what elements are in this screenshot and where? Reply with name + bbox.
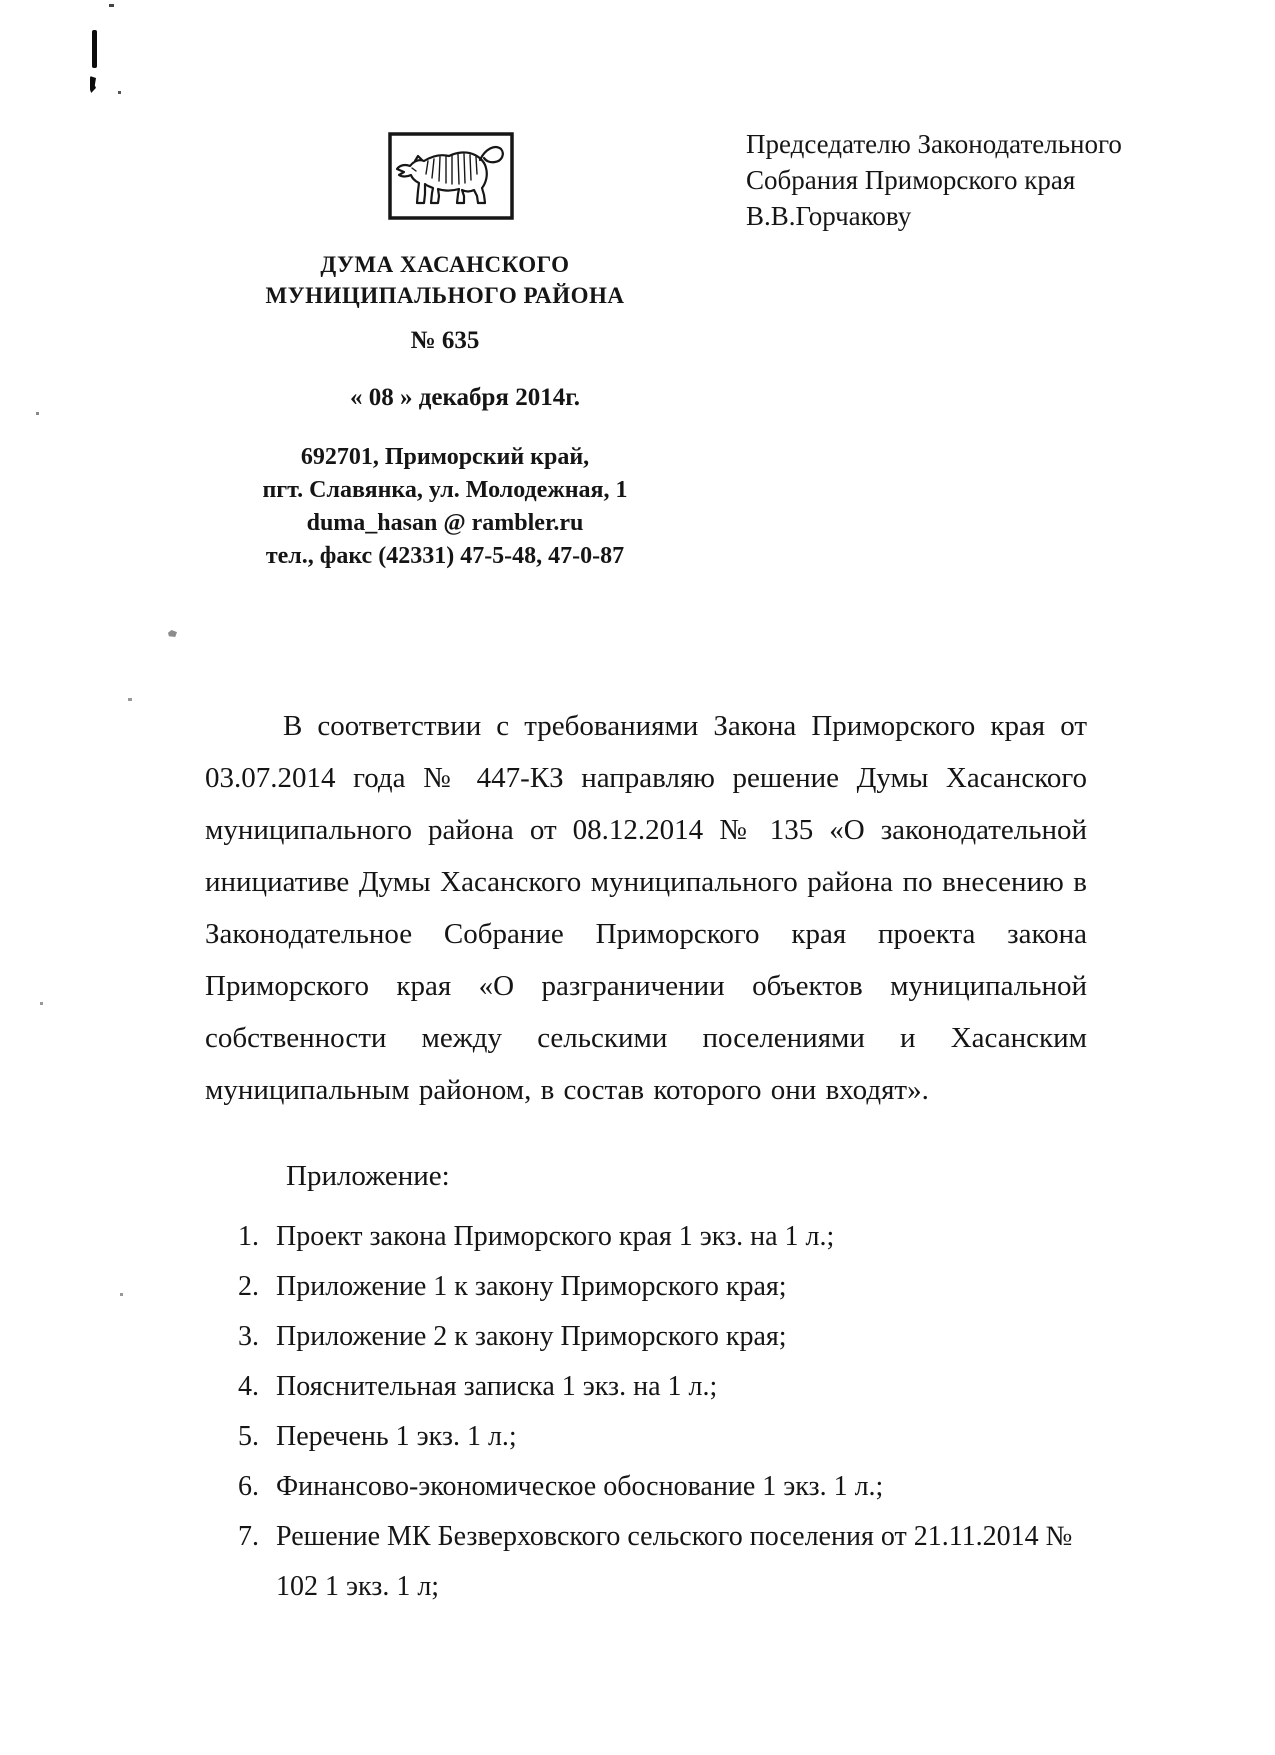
scan-artifact bbox=[90, 76, 96, 93]
attachment-item bbox=[238, 1262, 1128, 1312]
attachments-list bbox=[238, 1212, 1128, 1612]
scan-artifact bbox=[128, 698, 132, 701]
document-date: « 08 » декабря 2014г. bbox=[350, 384, 580, 411]
org-phone-fax: тел., факс (42331) 47-5-48, 47-0-87 bbox=[265, 543, 625, 569]
scan-artifact bbox=[92, 30, 97, 68]
attachment-number: 4. bbox=[238, 1371, 259, 1402]
attachment-text: Проект закона Приморского края 1 экз. на 1 л.; bbox=[276, 1221, 835, 1252]
addressee-line3: В.В.Горчакову bbox=[746, 201, 912, 231]
attachment-item bbox=[238, 1212, 1128, 1262]
scan-artifact bbox=[40, 1002, 43, 1005]
attachment-text: Финансово-экономическое обоснование 1 экз. 1 л.; bbox=[276, 1471, 884, 1502]
org-address-line2: пгт. Славянка, ул. Молодежная, 1 bbox=[262, 477, 628, 503]
org-address-line1: 692701, Приморский край, bbox=[300, 444, 590, 470]
attachment-number: 7. bbox=[238, 1521, 259, 1552]
attachment-item bbox=[238, 1312, 1128, 1362]
attachment-number: 6. bbox=[238, 1471, 259, 1502]
attachment-item bbox=[238, 1462, 1128, 1512]
attachment-number: 2. bbox=[238, 1271, 259, 1302]
scan-artifact bbox=[168, 630, 177, 637]
attachment-number: 5. bbox=[238, 1421, 259, 1452]
scan-artifact bbox=[36, 412, 39, 415]
addressee-line2: Собрания Приморского края bbox=[746, 165, 1076, 195]
attachment-text: Приложение 2 к закону Приморского края; bbox=[276, 1321, 787, 1352]
org-name bbox=[225, 249, 665, 311]
attachment-item bbox=[238, 1512, 1128, 1612]
org-email: duma_hasan @ rambler.ru bbox=[306, 510, 584, 536]
org-name-line1: ДУМА ХАСАНСКОГО bbox=[320, 252, 570, 277]
org-address-block bbox=[200, 441, 690, 573]
attachments-heading: Приложение: bbox=[286, 1160, 450, 1192]
attachment-number: 3. bbox=[238, 1321, 259, 1352]
org-name-line2: МУНИЦИПАЛЬНОГО РАЙОНА bbox=[265, 283, 625, 308]
addressee-line1: Председателю Законодательного bbox=[746, 129, 1122, 159]
attachment-number: 1. bbox=[238, 1221, 259, 1252]
tiger-emblem-icon bbox=[388, 132, 514, 220]
attachment-item bbox=[238, 1412, 1128, 1462]
scan-artifact bbox=[120, 1293, 123, 1296]
scan-artifact bbox=[109, 4, 114, 7]
attachment-text: Решение МК Безверховского сельского поселения от 21.11.2014 № 102 1 экз. 1 л; bbox=[276, 1521, 1073, 1602]
attachment-item bbox=[238, 1362, 1128, 1412]
body-paragraph: В соответствии с требованиями Закона Приморского края от 03.07.2014 года № 447-КЗ направляю решение Думы Хасанского муниципального района от 08.12.2014 № 135 «О законодательной инициативе Думы Хасанского муниципального района по внесению в Законодательное Собрание Приморского края проекта закона Приморского края «О разграничении объектов муниципальной собственности между сельскими поселениями и Хасанским муниципальным районом, в состав которого они входят». bbox=[205, 710, 1087, 1106]
addressee-block bbox=[746, 126, 1186, 234]
document-number: № 635 bbox=[410, 327, 480, 354]
attachment-text: Приложение 1 к закону Приморского края; bbox=[276, 1271, 787, 1302]
attachment-text: Пояснительная записка 1 экз. на 1 л.; bbox=[276, 1371, 718, 1402]
attachment-text: Перечень 1 экз. 1 л.; bbox=[276, 1421, 517, 1452]
scan-artifact bbox=[118, 91, 121, 94]
